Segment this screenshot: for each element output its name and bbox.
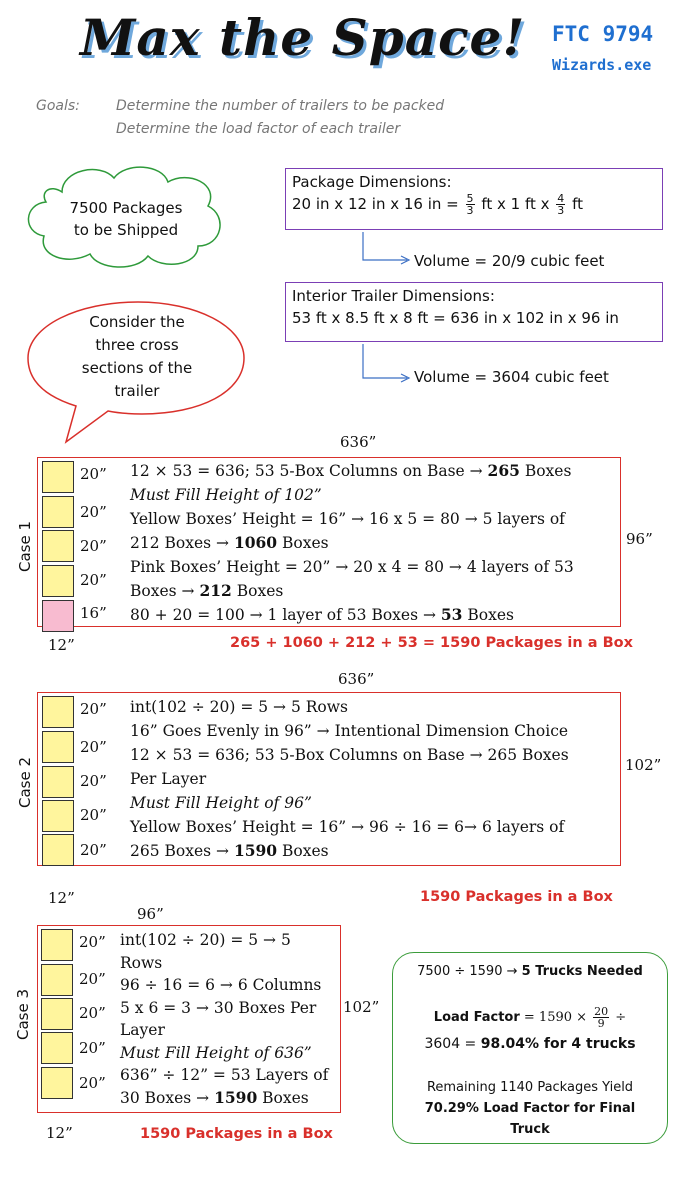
text-span: 1060 <box>233 533 278 552</box>
case-line <box>130 839 569 863</box>
load-factor-result-line <box>392 1036 668 1052</box>
text-span: = 1590 × <box>519 1010 592 1025</box>
yellow-box <box>41 998 73 1030</box>
text-span: Boxes <box>231 582 284 600</box>
case1-bottom-dimension: 12” <box>48 636 75 654</box>
case-line <box>130 459 574 483</box>
yellow-box <box>41 1032 73 1064</box>
box-height-label: 20” <box>79 1004 106 1022</box>
case-line <box>130 743 569 767</box>
fraction-numerator: 5 <box>466 192 474 205</box>
fraction-numerator: 4 <box>557 192 565 205</box>
case-line <box>130 579 574 603</box>
cloud-line: 7500 Packages <box>69 199 183 217</box>
case-line: 16” Goes Evenly in 96” → Intentional Dimension Choice <box>130 722 569 740</box>
text-span: 212 <box>199 581 232 600</box>
team-name: Wizards.exe <box>552 56 652 74</box>
box-height-label: 20” <box>80 841 107 859</box>
yellow-box <box>41 1067 73 1099</box>
case3-sum: 1590 Packages in a Box <box>140 1126 333 1142</box>
case2-label: Case 2 <box>16 756 34 808</box>
case-line <box>130 531 574 555</box>
case-line: int(102 ÷ 20) = 5 → 5 <box>120 931 291 949</box>
case3-label: Case 3 <box>14 988 32 1040</box>
text-span: 12 × 53 = 636 <box>130 746 245 764</box>
case3-top-dimension: 96” <box>137 905 164 923</box>
final-truck-line: Truck <box>510 1122 550 1137</box>
text-span: 5 Trucks Needed <box>521 964 643 979</box>
yellow-box <box>41 929 73 961</box>
yellow-box <box>42 766 74 798</box>
final-load-factor-line: 70.29% Load Factor for Final <box>424 1101 636 1116</box>
case-line: Yellow Boxes’ Height = 16” → 96 ÷ 16 = 6→ 6 layers of <box>130 818 565 836</box>
goals-label: Goals: <box>36 98 80 114</box>
text-span: 7500 ÷ 1590 → <box>417 964 522 979</box>
box-height-label: 20” <box>79 1074 106 1092</box>
pink-box <box>42 600 74 632</box>
text-span: ÷ <box>611 1010 627 1025</box>
box-height-label: 20” <box>80 537 107 555</box>
case-line: 5 x 6 = 3 → 30 Boxes Per <box>120 998 317 1017</box>
box-height-label: 20” <box>79 1039 106 1057</box>
fraction <box>593 1006 609 1029</box>
goal-item: Determine the number of trailers to be packed <box>116 98 445 114</box>
goal-item: Determine the load factor of each trailer <box>116 121 401 137</box>
box-height-label: 20” <box>80 571 107 589</box>
case-line: Must Fill Height of 636” <box>120 1043 312 1062</box>
package-expression <box>292 193 656 216</box>
case3-bottom-dimension: 12” <box>46 1124 73 1142</box>
box-height-label: 20” <box>80 465 107 483</box>
trailer-volume: Volume = 3604 cubic feet <box>414 368 609 386</box>
text-span: 98.04% for 4 trucks <box>480 1036 636 1052</box>
box-height-label: 20” <box>80 806 107 824</box>
case-line: 636” ÷ 12” = 53 Layers of <box>120 1066 329 1084</box>
case2-top-dimension: 636” <box>338 670 375 688</box>
case1-label: Case 1 <box>16 520 34 572</box>
text-span: 212 Boxes → <box>130 534 234 552</box>
case-line: Pink Boxes’ Height = 20” → 20 x 4 = 80 → 4 layers of 53 <box>130 558 574 576</box>
text-span: ; 53 5-Box Columns on Base → <box>244 462 488 480</box>
text-span: Boxes <box>277 842 329 860</box>
trucks-needed-line <box>392 964 668 979</box>
text-span: Boxes <box>277 534 329 552</box>
box-height-label: 16” <box>80 604 107 622</box>
text-span: 30 Boxes → <box>120 1088 215 1107</box>
fraction-numerator: 20 <box>594 1005 609 1018</box>
text-span: 3604 = <box>424 1036 481 1052</box>
package-dimensions-box <box>285 168 663 230</box>
text-span: Boxes → <box>130 582 200 600</box>
text-span: 1590 <box>233 841 278 860</box>
fraction <box>466 193 475 216</box>
text-span: 265 <box>487 461 520 480</box>
yellow-box <box>42 565 74 597</box>
text-span: 53 <box>440 605 463 624</box>
text-span: Boxes <box>519 462 572 480</box>
case1-top-dimension: 636” <box>340 433 377 451</box>
yellow-box <box>42 530 74 562</box>
text-span: Load Factor <box>433 1010 520 1025</box>
yellow-box <box>42 461 74 493</box>
case-line: Per Layer <box>130 770 207 788</box>
trailer-heading: Interior Trailer Dimensions: <box>292 287 495 305</box>
package-expr-start: 20 in x 12 in x 16 in = <box>292 195 459 213</box>
text-span: 265 Boxes → <box>130 842 234 860</box>
arrow-icon <box>355 232 415 266</box>
fraction <box>556 193 565 216</box>
cloud-text <box>56 197 196 241</box>
yellow-box <box>41 964 73 996</box>
case2-sum: 1590 Packages in a Box <box>420 889 613 905</box>
box-height-label: 20” <box>80 738 107 756</box>
case-line: 96 ÷ 16 = 6 → 6 Columns <box>120 976 322 994</box>
text-span: ; 53 5-Box Columns on Base → 265 Boxes <box>244 746 569 764</box>
fraction-denominator: 3 <box>557 204 565 217</box>
package-expr-end: ft <box>572 195 583 213</box>
speech-bubble-text <box>62 311 212 403</box>
bubble-line: sections of the <box>81 359 193 377</box>
case-line: Must Fill Height of 102” <box>130 486 322 504</box>
page-title: Max the Space! <box>80 8 526 67</box>
team-number: FTC 9794 <box>552 22 654 46</box>
case1-sum: 265 + 1060 + 212 + 53 = 1590 Packages in a Box <box>230 635 633 651</box>
box-height-label: 20” <box>80 700 107 718</box>
text-span: 80 + 20 = 100 → 1 layer of 53 Boxes → <box>130 606 441 624</box>
bubble-line: three cross <box>95 336 179 354</box>
package-volume: Volume = 20/9 cubic feet <box>414 252 605 270</box>
case-line <box>130 603 574 627</box>
load-factor-line <box>392 1006 668 1029</box>
bubble-line: trailer <box>114 382 160 400</box>
case2-text <box>130 695 569 863</box>
package-heading: Package Dimensions: <box>292 173 452 191</box>
box-height-label: 20” <box>79 970 106 988</box>
case1-text <box>130 459 574 627</box>
box-height-label: 20” <box>80 503 107 521</box>
case2-bottom-dimension: 12” <box>48 889 75 907</box>
yellow-box <box>42 496 74 528</box>
case2-side-dimension: 102” <box>625 756 662 774</box>
case-line: Yellow Boxes’ Height = 16” → 16 x 5 = 80 → 5 layers of <box>130 510 565 528</box>
case1-side-dimension: 96” <box>626 530 653 548</box>
case-line: Must Fill Height of 96” <box>130 794 312 812</box>
case-line: Rows <box>120 953 163 972</box>
case3-side-dimension: 102” <box>343 998 380 1016</box>
text-span: 1590 <box>214 1087 258 1107</box>
yellow-box <box>42 731 74 763</box>
box-height-label: 20” <box>80 772 107 790</box>
remaining-line: Remaining 1140 Packages Yield <box>426 1080 634 1095</box>
trailer-expression: 53 ft x 8.5 ft x 8 ft = 636 in x 102 in x 96 in <box>292 309 619 327</box>
text-span: Boxes <box>257 1088 309 1107</box>
case-line: int(102 ÷ 20) = 5 → 5 Rows <box>130 698 348 716</box>
box-height-label: 20” <box>79 933 106 951</box>
fraction-denominator: 3 <box>466 204 474 217</box>
arrow-icon <box>355 344 415 384</box>
case-line: Layer <box>120 1021 165 1039</box>
text-span: 12 × 53 = 636 <box>130 462 245 480</box>
case-line <box>120 1087 328 1110</box>
package-expr-mid: ft x 1 ft x <box>481 195 550 213</box>
yellow-box <box>42 834 74 866</box>
fraction-denominator: 9 <box>597 1017 605 1030</box>
case3-text <box>120 929 328 1109</box>
yellow-box <box>42 696 74 728</box>
yellow-box <box>42 800 74 832</box>
text-span: Boxes <box>462 606 514 624</box>
trailer-dimensions-box <box>285 282 663 342</box>
cloud-line: to be Shipped <box>73 221 179 239</box>
bubble-line: Consider the <box>89 313 185 331</box>
